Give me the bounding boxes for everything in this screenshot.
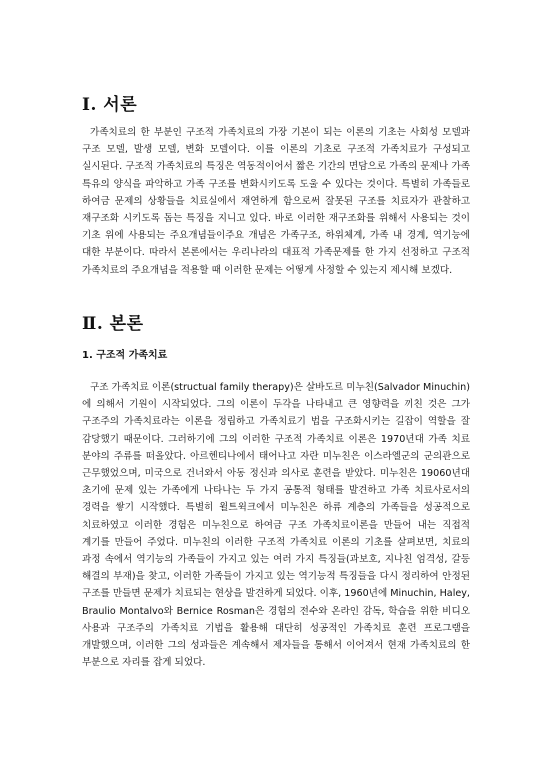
introduction-paragraph: 가족치료의 한 부분인 구조적 가족치료의 가장 기본이 되는 이론의 기초는 사회성 모델과 구조 모델, 발생 모델, 변화 모델이다. 이를 이론의 기초로 구조적 가족치료가 구성되고 실시된다. 구조적 가족치료의 특징은 역동적이어서 짧은 기간의 면담으로 가족의 문제나 가족 특유의 양식을 파악하고 가족 구조를 변화시키도록 도울 수 있다는 것이다. 특별히 가족들로 하여금 문제의 상황들을 치료실에서 재연하게 함으로써 잘못된 구조를 치료자가 관찰하고 재구조화 시키도록 돕는 특징을 지니고 있다. 바로 이러한 재구조화를 위해서 사용되는 것이 기초 위에 사용되는 주요개념들이주요 개념은 가족구조, 하위체계, 가족 내 경계, 역기능에 대한 부분이다. 따라서 본론에서는 우리나라의 대표적 가족문제를 한 가지 선정하고 구조적 가족치료의 주요개념을 적용할 때 이러한 문제는 어떻게 사정할 수 있는지 제시해 보겠다. [82,127,470,276]
section-heading-introduction: Ⅰ. 서론 [82,95,138,115]
structural-family-therapy-paragraph: 구조 가족치료 이론(structual family therapy)은 살바도르 미누친(Salvador Minuchin)에 의해서 기원이 시작되었다. 그의 이론이 두각을 나타내고 큰 영향력을 끼친 것은 그가 구조주의 가족치료라는 이론을 정립하고 가족치료기 법을 구조화시키는 길잡이 역할을 잘 감당했기 때문이다. 그러하기에 그의 이러한 구조적 가족치료 이론은 1970년대 가족 치료 분야의 주류를 떠올았다. 아르헨티나에서 태어나고 자란 미누친은 이스라엘군의 군의관으로 근무했었으며, 미국으로 건너와서 아동 정신과 의사로 훈련을 받았다. 미누친은 19060년대 초기에 문제 있는 가족에게 나타나는 두 가지 공통적 형태를 발견하고 가족 치료사로서의 경력을 쌓기 시작했다. 특별히 윌트윅크에서 미누친은 하류 계층의 가족들을 성공적으로 치료하였고 이러한 경험은 미누친으로 하여금 구조 가족치료이론을 만들어 내는 직접적 계기를 만들어 주었다. 미누친의 이러한 구조적 가족치료 이론의 기초를 살펴보면, 치료의 과정 속에서 역기능의 가족들이 가지고 있는 여러 가지 특징들(과보호, 지나친 엄격성, 갈등 해결의 부재)을 찾고, 이러한 가족들이 가지고 있는 역기능적 특징들을 다시 정리하여 안정된 구조를 만들면 문제가 치료되는 현상을 발견하게 되었다. 이후, 1960년에 Minuchin, Haley, Braulio Montalvo와 Bernice Rosman은 경험의 전수와 온라인 감독, 학습을 위한 비디오 사용과 구조주의 가족치료 기법을 활용해 대단히 성공적인 가족치료 훈련 프로그램을 개발했으며, 이러한 그의 성과들은 계속해서 제자들을 통해서 이어져서 현재 가족치료의 한 부분으로 자리를 잡게 되었다. [82,382,470,669]
section-heading-body: Ⅱ. 본론 [82,314,144,334]
subsection-heading-structural-family-therapy: 1. 구조적 가족치료 [82,350,168,361]
